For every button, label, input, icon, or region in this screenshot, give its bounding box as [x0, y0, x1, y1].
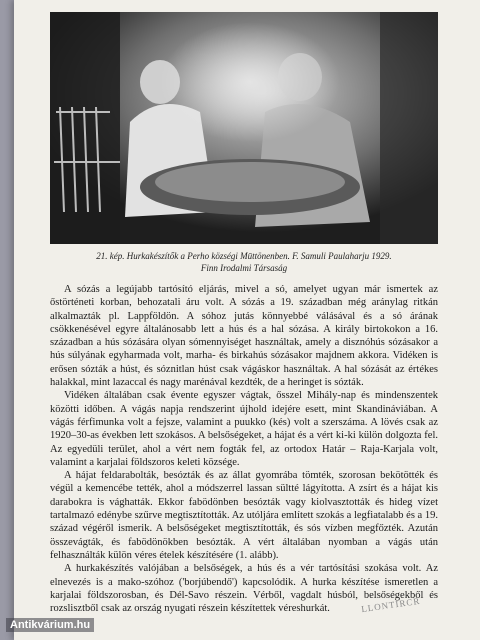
caption-line-1: 21. kép. Hurkakészítők a Perho községi Mūttönenben. F. Samuli Paulaharju 1929. — [96, 251, 392, 261]
book-page — [14, 0, 480, 640]
caption-line-2: Finn Irodalmi Társaság — [200, 263, 288, 273]
figure-caption — [50, 250, 438, 274]
figure-photo — [50, 12, 438, 244]
paragraph-4: A hurkakészítés valójában a belsőségek, a hús és a vér tartósítási szokása volt. Az elnevezés is a mako-szóhoz ('borjúbendő') kapcsolódik. A hurka készítése ismeretlen a karjalai földszorosban, és Dél-Savo részein. Vérből, vagdalt húsból, belsőségekből és rozslisztből csak az ország nyugati részein készítettek véreshurkát. — [50, 563, 438, 615]
paragraph-1: A sózás a legújabb tartósító eljárás, mivel a só, amelyet ugyan már ismertek az őstörténeti korban, behozatali áru volt. A sózás a 19. században még aránylag ritkán alkalmazták pl. Lappföldön. A sóhoz jutás könnyebbé válásával és a só árának csökkenésével egyre általánosabb lett a hús és a hal sózása. A király birtokokon a 16. században a hús sózására olyan sómennyiséget használtak, amely a disznóhús sózásakor a hús súlyának egyharmada volt, marha- és birkahús sózásakor majdnem akkora. Vidéken is erősen sózták a húst, és sóznitlan húst csak vágáskor használtak. A hal sózását az értékes halakkal, mint lazaccal és nagy marénával kezdték, de a heringet is sózták. — [50, 284, 438, 389]
watermark-logo: Antikvárium.hu — [6, 618, 94, 632]
paragraph-3: A hájat feldarabolták, besózták és az állat gyomrába tömték, szorosan bekötötték és végül a kemencébe tették, ahol a módszerrel lassan sültté lágyította. A zsírt és a hájat kis darabokra is vághatták. Ekkor fabödönben besózták vagy kiolvasztották és hideg vízet tartalmazó edénybe szűrve megtisztították. Az utóljára említett szokás a legfiatalabb és a 19. század végéről ismerik. A belsőségeket megtisztították, és sós vízben megfőzték. Azután összevágták, és fabödönökben besózták. A vért általában nyomban a vágás után felhasználták külön véres ételek készítésére (1. alább). — [50, 470, 438, 561]
page-edge-mark: LLONTIRCR — [360, 595, 421, 615]
photo-illustration — [50, 12, 438, 244]
body-text — [50, 283, 438, 615]
paragraph-2: Vidéken általában csak évente egyszer vágtak, ősszel Mihály-nap és mindenszentek közötti időben. A vágás napja rendszerint újhold idejére esett, mint Skandináviában. A vágás férfimunka volt a fejsze, valamint a puukko (kés) volt a szerszáma. A lövés csak az 1920–30-as években lett szokásos. A belsőségeket, a hájat és a vért ki-ki külön dolgozta fel. Az egyedüli terület, ahol a vért nem fogták fel, az ortodox Határ – Raja-Karjala volt, valamint a karjalai földszoros keleti községe. — [50, 390, 438, 468]
